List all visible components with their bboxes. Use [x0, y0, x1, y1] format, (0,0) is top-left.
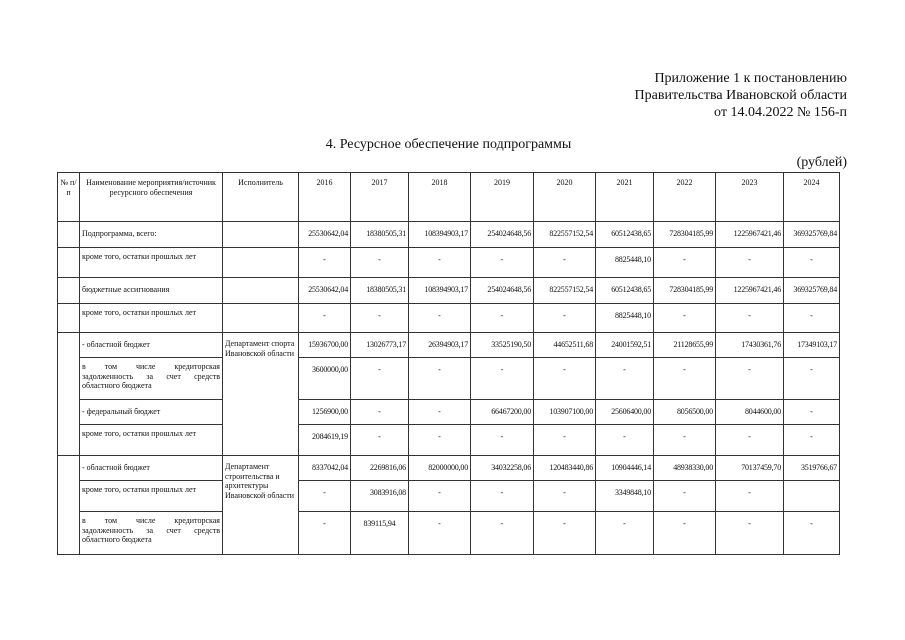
cell: -: [351, 358, 409, 400]
cell: -: [654, 425, 716, 456]
cell: 21128655,99: [654, 333, 716, 358]
cell: -: [409, 512, 471, 555]
table-row: [58, 278, 840, 304]
cell: 33525190,50: [471, 333, 534, 358]
table-row: [58, 481, 840, 512]
table-row: [58, 333, 840, 358]
col-header: 2022: [654, 173, 716, 222]
cell: 18380505,31: [351, 278, 409, 304]
cell: 254024648,56: [471, 278, 534, 304]
cell: -: [299, 481, 351, 512]
col-header: Исполнитель: [223, 173, 299, 222]
cell: -: [409, 400, 471, 425]
cell: -: [299, 512, 351, 555]
cell: 82000000,00: [409, 456, 471, 481]
cell: 3519766,67: [784, 456, 840, 481]
cell: -: [534, 481, 596, 512]
cell: 369325769,84: [784, 278, 840, 304]
cell: 1225967421,46: [716, 278, 784, 304]
cell: 728304185,99: [654, 278, 716, 304]
cell: -: [534, 304, 596, 333]
cell: -: [409, 481, 471, 512]
cell: 108394903,17: [409, 278, 471, 304]
col-header: 2024: [784, 173, 840, 222]
cell: 17349103,17: [784, 333, 840, 358]
col-header: 2020: [534, 173, 596, 222]
cell: -: [654, 248, 716, 278]
cell: -: [471, 425, 534, 456]
cell: 44652511,68: [534, 333, 596, 358]
cell: 8056500,00: [654, 400, 716, 425]
table-row: [58, 400, 840, 425]
col-header: 2021: [596, 173, 654, 222]
cell: -: [409, 248, 471, 278]
cell: -: [716, 304, 784, 333]
cell: -: [534, 512, 596, 555]
cell: 839115,94: [351, 512, 409, 555]
cell: -: [596, 425, 654, 456]
cell: 8044600,00: [716, 400, 784, 425]
row-name: бюджетные ассигнования: [80, 278, 223, 304]
cell: 3349848,10: [596, 481, 654, 512]
header-line-3: от 14.04.2022 № 156-п: [714, 105, 847, 120]
cell: 1225967421,46: [716, 222, 784, 248]
cell: 108394903,17: [409, 222, 471, 248]
row-name: Подпрограмма, всего:: [80, 222, 223, 248]
row-name: кроме того, остатки прошлых лет: [80, 425, 223, 456]
cell: -: [409, 425, 471, 456]
cell: 13026773,17: [351, 333, 409, 358]
cell: -: [784, 358, 840, 400]
cell: -: [654, 358, 716, 400]
row-name: - областной бюджет: [80, 456, 223, 481]
cell: 25530642,04: [299, 222, 351, 248]
table-row: [58, 512, 840, 555]
cell: 60512438,65: [596, 222, 654, 248]
col-header: 2023: [716, 173, 784, 222]
col-header: 2017: [351, 173, 409, 222]
cell: 3600000,00: [299, 358, 351, 400]
cell: -: [654, 512, 716, 555]
row-name: - федеральный бюджет: [80, 400, 223, 425]
cell: -: [654, 304, 716, 333]
cell: -: [716, 425, 784, 456]
cell: 8337042,04: [299, 456, 351, 481]
cell: -: [351, 425, 409, 456]
row-name: - областной бюджет: [80, 333, 223, 358]
header-line-2: Правительства Ивановской области: [634, 88, 847, 103]
cell: 66467200,00: [471, 400, 534, 425]
col-header: Наименование мероприятия/источник ресурсного обеспечения: [80, 173, 223, 222]
table-row: [58, 248, 840, 278]
cell: 2084619,19: [299, 425, 351, 456]
page-title: 4. Ресурсное обеспечение подпрограммы: [325, 137, 572, 152]
cell: -: [784, 304, 840, 333]
cell: 8825448,10: [596, 304, 654, 333]
col-header: 2016: [299, 173, 351, 222]
cell: 25530642,04: [299, 278, 351, 304]
cell: 15936700,00: [299, 333, 351, 358]
row-name: в том числе кредиторская задолженность за счет средств областного бюджета: [80, 512, 223, 555]
table-header-row: [58, 173, 840, 222]
cell: 18380505,31: [351, 222, 409, 248]
cell: 70137459,70: [716, 456, 784, 481]
cell: 728304185,99: [654, 222, 716, 248]
table-row: [58, 456, 840, 481]
cell: -: [299, 248, 351, 278]
table-row: [58, 222, 840, 248]
cell: -: [409, 358, 471, 400]
cell: 34032258,06: [471, 456, 534, 481]
cell: -: [471, 248, 534, 278]
resource-table: [57, 172, 840, 555]
cell: -: [534, 425, 596, 456]
cell: -: [534, 358, 596, 400]
unit-label: (рублей): [796, 155, 847, 170]
cell: -: [351, 304, 409, 333]
cell: 60512438,65: [596, 278, 654, 304]
col-header: № п/п: [58, 173, 80, 222]
table-row: [58, 358, 840, 400]
header-line-1: Приложение 1 к постановлению: [654, 71, 847, 86]
row-name: кроме того, остатки прошлых лет: [80, 304, 223, 333]
cell: 3083916,08: [351, 481, 409, 512]
cell: 25606400,00: [596, 400, 654, 425]
cell: -: [784, 248, 840, 278]
cell: 822557152,54: [534, 278, 596, 304]
cell: -: [299, 304, 351, 333]
executor-construction: Департамент строительства и архитектуры Ивановской области: [223, 456, 299, 555]
cell: -: [716, 248, 784, 278]
cell: -: [471, 358, 534, 400]
cell: -: [716, 512, 784, 555]
cell: -: [716, 358, 784, 400]
cell: [784, 481, 840, 512]
cell: -: [716, 481, 784, 512]
row-name: в том числе кредиторская задолженность за счет средств областного бюджета: [80, 358, 223, 400]
cell: 10904446,14: [596, 456, 654, 481]
cell: 822557152,54: [534, 222, 596, 248]
cell: -: [351, 400, 409, 425]
table-row: [58, 304, 840, 333]
cell: 2269816,06: [351, 456, 409, 481]
cell: 48938330,00: [654, 456, 716, 481]
row-name: кроме того, остатки прошлых лет: [80, 481, 223, 512]
cell: 254024648,56: [471, 222, 534, 248]
row-name: кроме того, остатки прошлых лет: [80, 248, 223, 278]
table-row: [58, 425, 840, 456]
cell: -: [596, 512, 654, 555]
cell: -: [784, 425, 840, 456]
cell: -: [351, 248, 409, 278]
cell: -: [784, 400, 840, 425]
cell: -: [534, 248, 596, 278]
cell: -: [471, 481, 534, 512]
cell: 17430361,76: [716, 333, 784, 358]
cell: 103907100,00: [534, 400, 596, 425]
cell: -: [784, 512, 840, 555]
col-header: 2018: [409, 173, 471, 222]
cell: 1256900,00: [299, 400, 351, 425]
cell: -: [654, 481, 716, 512]
cell: -: [471, 304, 534, 333]
cell: 369325769,84: [784, 222, 840, 248]
cell: 120483440,86: [534, 456, 596, 481]
cell: -: [409, 304, 471, 333]
cell: -: [471, 512, 534, 555]
col-header: 2019: [471, 173, 534, 222]
executor-sport: Департамент спорта Ивановской области: [223, 333, 299, 456]
cell: -: [596, 358, 654, 400]
cell: 8825448,10: [596, 248, 654, 278]
cell: 24001592,51: [596, 333, 654, 358]
cell: 26394903,17: [409, 333, 471, 358]
